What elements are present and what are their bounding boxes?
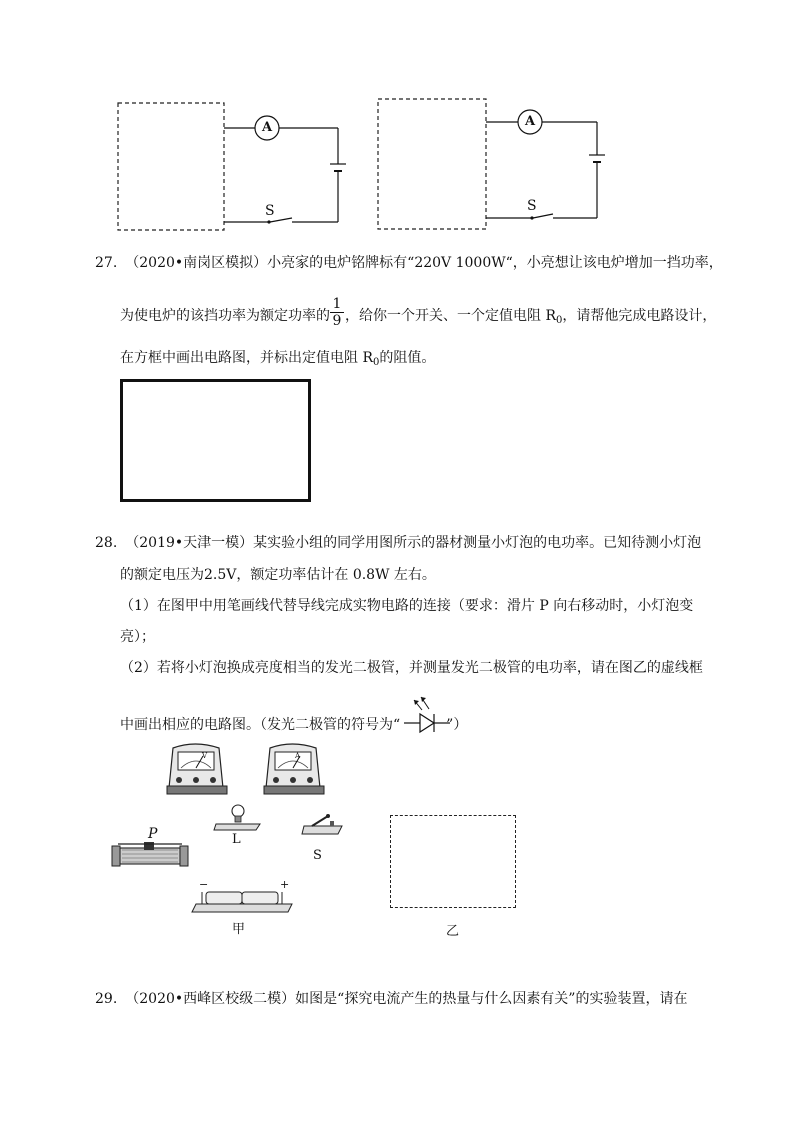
q28-part2-line1: （2）若将小灯泡换成亮度相当的发光二极管，并测量发光二极管的电功率，请在图乙的虚线框 (120, 660, 703, 676)
ammeter-device-icon (262, 742, 332, 800)
q29-source: （2020•西峰区校级二模） (125, 991, 296, 1007)
knife-switch-icon (300, 812, 348, 840)
q27-text-2-post: ，给你一个开关、一个定值电阻 R (345, 308, 556, 324)
circuit-right (0, 0, 800, 250)
q27-number: 27. (95, 255, 118, 271)
q27-text-3-end: 的阻值。 (379, 350, 436, 366)
q27-answer-box[interactable] (120, 379, 311, 502)
figure-yi-label: 乙 (446, 924, 460, 939)
battery-plus-label: + (280, 878, 290, 891)
q28-line2: 的额定电压为2.5V，额定功率估计在 0.8W 左右。 (120, 567, 436, 583)
q27-text-1: 小亮家的电炉铭牌标有“220V 1000W“，小亮想让该电炉增加一挡功率， (267, 255, 723, 271)
q29-line1 (95, 989, 687, 1009)
q28-text-1: 某实验小组的同学用图所示的器材测量小灯泡的电功率。已知待测小灯泡 (253, 535, 702, 551)
switch-label-right: S (527, 198, 537, 214)
rheostat-label: P (148, 826, 158, 842)
dashed-box-right (378, 99, 486, 229)
q27-fraction-num: 1 (330, 296, 344, 313)
led-symbol-icon (400, 690, 460, 735)
q28-part1-line2: 亮）； (120, 629, 155, 645)
q27-text-2-end: ，请帮他完成电路设计， (562, 308, 717, 324)
q27-fraction-den: 9 (332, 313, 342, 329)
q27-source: （2020•南岗区模拟） (125, 255, 268, 271)
q28-number: 28. (95, 535, 118, 551)
q27-r0-sub-2: 0 (373, 357, 380, 368)
ammeter-label-left: A (262, 120, 273, 135)
q27-text-3: 在方框中画出电路图，并标出定值电阻 R (120, 350, 373, 366)
ammeter-label-right: A (525, 114, 536, 129)
switch-device-label: S (313, 848, 322, 863)
q29-number: 29. (95, 991, 118, 1007)
figure-jia-label: 甲 (232, 922, 246, 937)
ammeter-device-label: A (295, 752, 301, 760)
q28-line1 (95, 533, 701, 553)
q27-line1 (95, 253, 723, 273)
voltmeter-icon (165, 742, 235, 800)
bulb-label: L (232, 832, 241, 847)
q28-dashed-answer-box[interactable] (390, 815, 516, 908)
battery-minus-label: − (199, 878, 209, 891)
q27-r0-sub-1: 0 (556, 315, 563, 326)
q27-line3 (120, 348, 435, 373)
q28-text-part2-pre: 中画出相应的电路图。（发光二极管的符号为“ (120, 717, 401, 733)
q28-text-part2-post: ”） (446, 717, 468, 733)
q27-line2 (120, 306, 330, 326)
q28-source: （2019•天津一模） (125, 535, 254, 551)
q27-line2-post (345, 306, 716, 331)
q29-text-1: 如图是“探究电流产生的热量与什么因素有关”的实验装置，请在 (295, 991, 688, 1007)
q27-fraction (330, 296, 344, 329)
voltmeter-label: V (202, 752, 208, 760)
q28-part1-line1: （1）在图甲中用笔画线代替导线完成实物电路的连接（要求：滑片 P 向右移动时，小灯泡变 (120, 598, 694, 614)
q27-text-2-pre: 为使电炉的该挡功率为额定功率的 (120, 308, 330, 324)
switch-label-left: S (265, 203, 275, 219)
